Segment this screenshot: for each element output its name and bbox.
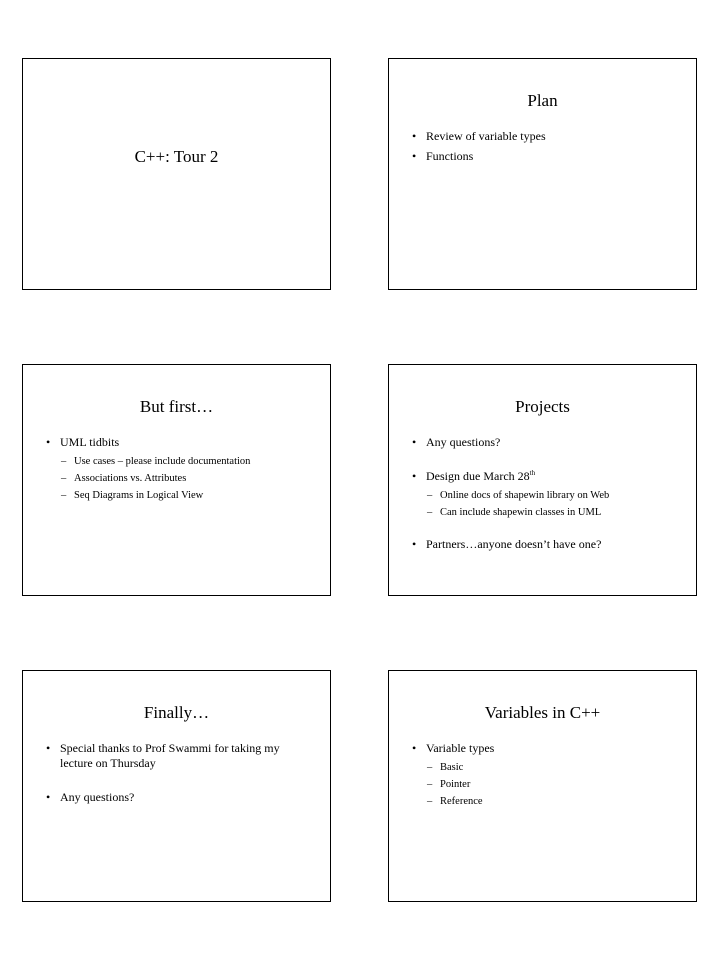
sub-bullet-item: – Use cases – please include documentation (43, 455, 318, 468)
bullet-item: • UML tidbits (43, 435, 318, 450)
slide-title: Projects (515, 397, 570, 416)
bullet-item: • Review of variable types (409, 129, 684, 144)
sub-bullet-item: – Seq Diagrams in Logical View (43, 489, 318, 502)
bullet-item: • Any questions? (409, 435, 684, 450)
slide-1 (22, 58, 331, 290)
sub-bullet-item: – Online docs of shapewin library on Web (409, 489, 684, 502)
bullet-item: • Special thanks to Prof Swammi for taking my lecture on Thursday (43, 741, 300, 771)
slide-3 (22, 364, 331, 596)
slide-title: But first… (139, 397, 214, 416)
bullet-superscript: th (529, 469, 536, 477)
bullet-item: • Functions (409, 149, 684, 164)
slide-title: Plan (527, 91, 558, 110)
slide-title: Finally… (143, 703, 210, 722)
bullet-item (409, 469, 684, 484)
sub-bullet-item: – Reference (409, 795, 684, 808)
sub-bullet-item: – Can include shapewin classes in UML (409, 506, 684, 519)
slide-body (43, 435, 318, 506)
slide-body (409, 435, 684, 557)
slide-title: C++: Tour 2 (134, 147, 219, 166)
slide-title: Variables in C++ (484, 703, 601, 722)
slide-4 (388, 364, 697, 596)
sub-bullet-item: – Associations vs. Attributes (43, 472, 318, 485)
bullet-item: • Variable types (409, 741, 684, 756)
bullet-item: • Partners…anyone doesn’t have one? (409, 537, 684, 552)
slide-6 (388, 670, 697, 902)
slide-body (409, 741, 684, 812)
bullet-item: • Any questions? (43, 790, 300, 805)
slide-5 (22, 670, 331, 902)
slide-body (43, 741, 300, 810)
sub-bullet-item: – Basic (409, 761, 684, 774)
slide-2 (388, 58, 697, 290)
bullet-text: Design due March 28 (426, 469, 530, 483)
slide-body (409, 129, 684, 169)
sub-bullet-item: – Pointer (409, 778, 684, 791)
